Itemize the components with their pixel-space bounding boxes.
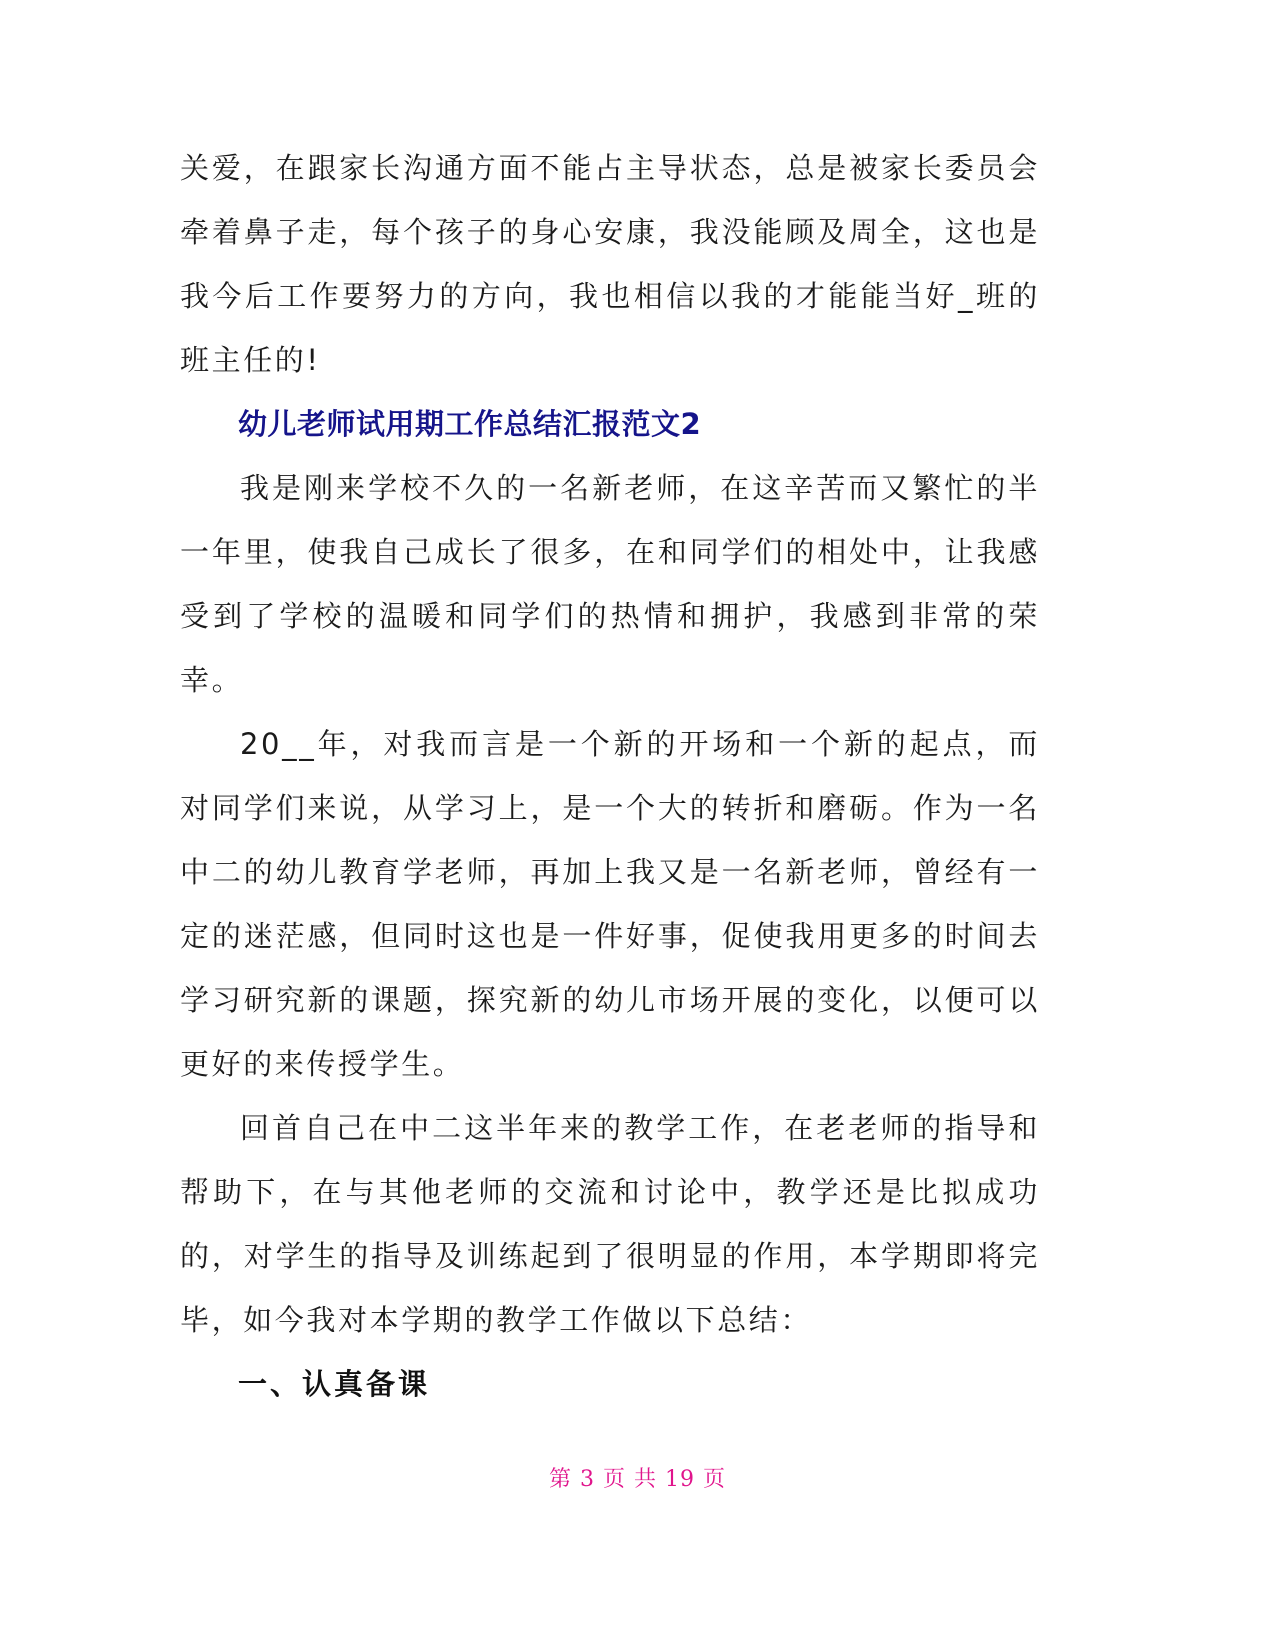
paragraph-review: 回首自己在中二这半年来的教学工作，在老老师的指导和帮助下，在与其他老师的交流和讨论中，教学还是比拟成功的，对学生的指导及训练起到了很明显的作用，本学期即将完毕，如今我对本学期的教学工作做以下总结： <box>180 1111 1040 1337</box>
footer-total-pages: 19 <box>665 1467 695 1492</box>
subheading-prepare-lessons: 一、认真备课 <box>238 1367 431 1401</box>
footer-middle: 页 共 <box>603 1467 657 1492</box>
section-title: 幼儿老师试用期工作总结汇报范文2 <box>238 407 702 441</box>
footer-suffix: 页 <box>703 1467 727 1492</box>
paragraph-year: 20__年，对我而言是一个新的开场和一个新的起点，而对同学们来说，从学习上，是一个大的转折和磨砺。作为一名中二的幼儿教育学老师，再加上我又是一名新老师，曾经有一定的迷茫感，但同时这也是一件好事，促使我用更多的时间去学习研究新的课题，探究新的幼儿市场开展的变化，以便可以更好的来传授学生。 <box>180 727 1040 1081</box>
page-footer <box>0 1462 1275 1493</box>
paragraph-intro: 我是刚来学校不久的一名新老师，在这辛苦而又繁忙的半一年里，使我自己成长了很多，在和同学们的相处中，让我感受到了学校的温暖和同学们的热情和拥护，我感到非常的荣幸。 <box>180 471 1040 697</box>
footer-current-page: 3 <box>580 1467 595 1492</box>
document-body <box>180 136 1040 1416</box>
footer-prefix: 第 <box>548 1467 572 1492</box>
paragraph-continued: 关爱，在跟家长沟通方面不能占主导状态，总是被家长委员会牵着鼻子走，每个孩子的身心安康，我没能顾及周全，这也是我今后工作要努力的方向，我也相信以我的才能能当好_班的班主任的! <box>180 151 1040 377</box>
